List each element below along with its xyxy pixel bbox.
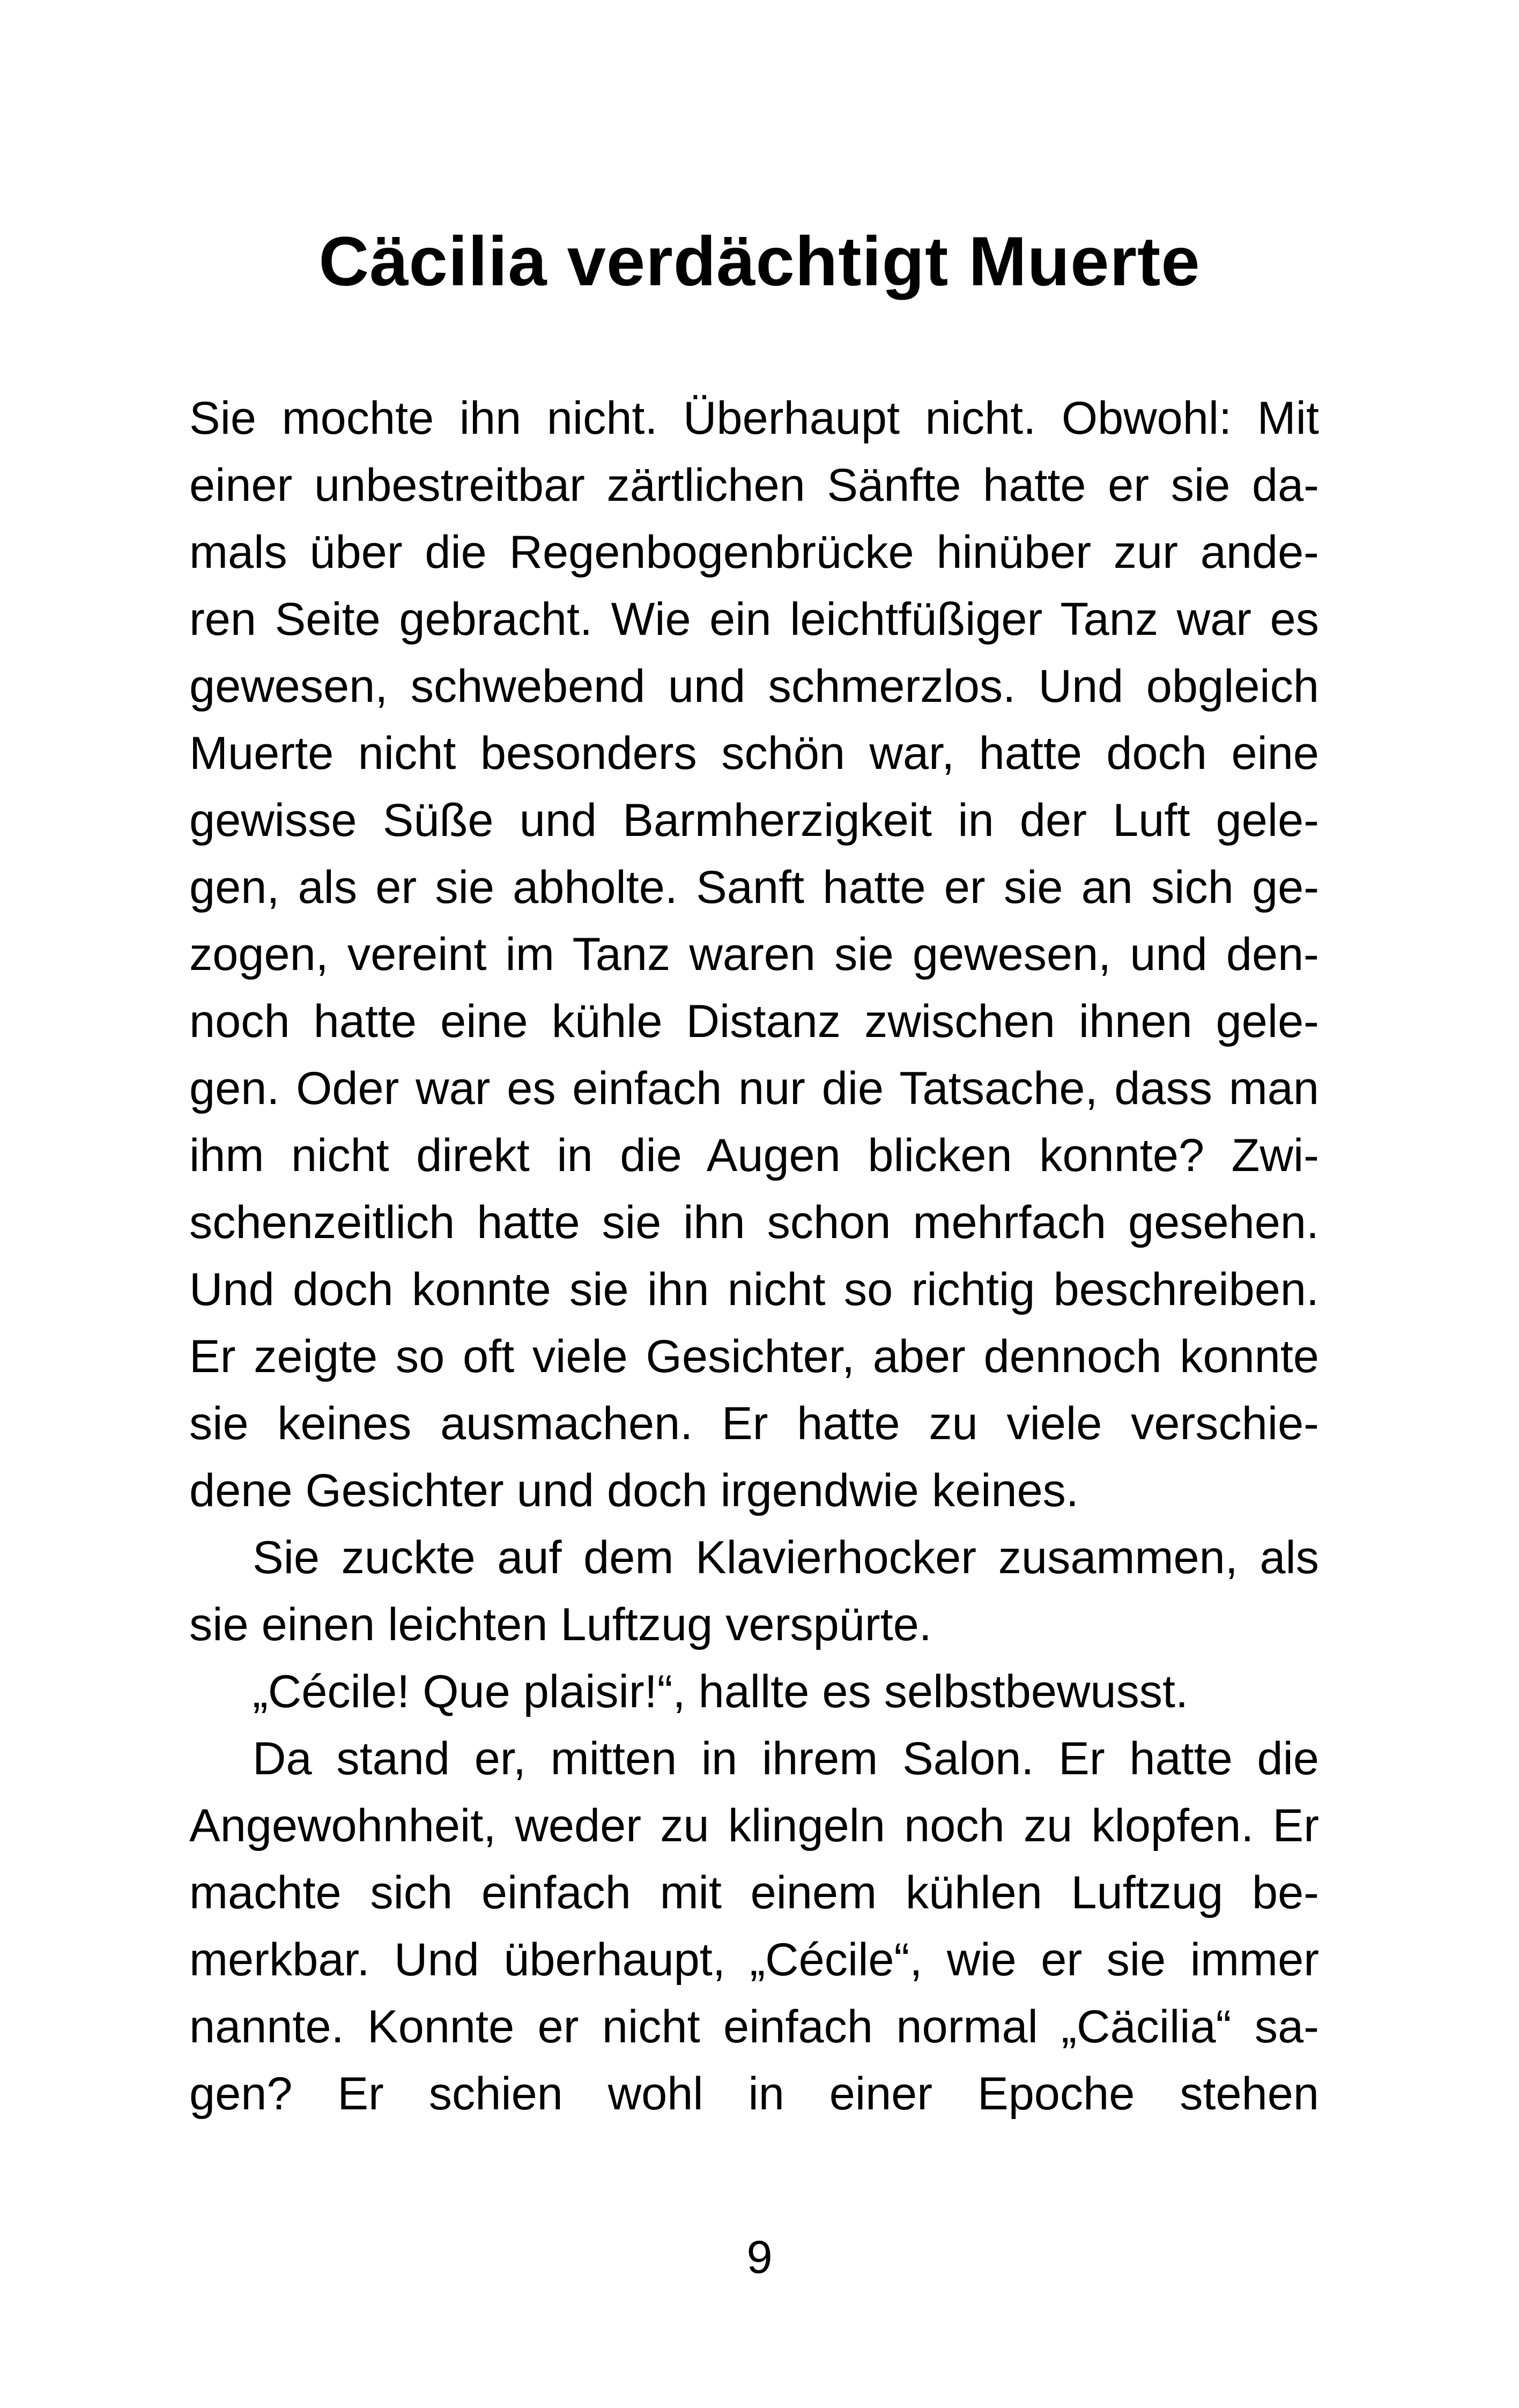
text-line: ihm nicht direkt in die Augen blicken konnte? Zwi- [189,1130,1319,1181]
text-line: gen, als er sie abholte. Sanft hatte er sie an sich ge- [189,862,1319,913]
text-line: dene Gesichter und doch irgendwie keines. [189,1465,1079,1516]
text-line: mals über die Regenbogenbrücke hinüber zur ande- [189,527,1319,578]
text-line: gewisse Süße und Barmherzigkeit in der Luft gele- [189,795,1319,846]
text-line: „Cécile! Que plaisir!“, hallte es selbstbewusst. [253,1666,1189,1717]
text-line: Und doch konnte sie ihn nicht so richtig beschreiben. [189,1264,1319,1315]
text-line: nannte. Konnte er nicht einfach normal „Cäcilia“ sa- [189,2001,1319,2053]
text-line: sie einen leichten Luftzug verspürte. [189,1599,932,1650]
chapter-title: Cäcilia verdächtigt Muerte [318,222,1201,300]
page-number: 9 [746,2232,773,2283]
text-line: machte sich einfach mit einem kühlen Luftzug be- [189,1867,1319,1918]
text-line: Da stand er, mitten in ihrem Salon. Er hatte die [253,1733,1319,1784]
text-line: gewesen, schwebend und schmerzlos. Und obgleich [189,661,1319,712]
text-line: Sie zuckte auf dem Klavierhocker zusammen, als [253,1532,1319,1583]
text-line: gen. Oder war es einfach nur die Tatsache, dass man [189,1063,1319,1114]
text-line: Angewohnheit, weder zu klingeln noch zu klopfen. Er [189,1800,1319,1851]
text-line: Er zeigte so oft viele Gesichter, aber dennoch konnte [189,1331,1319,1382]
text-line: zogen, vereint im Tanz waren sie gewesen, und den- [189,929,1319,980]
text-line: schenzeitlich hatte sie ihn schon mehrfach gesehen. [189,1197,1319,1248]
text-line: einer unbestreitbar zärtlichen Sänfte hatte er sie da- [189,460,1319,511]
text-line: merkbar. Und überhaupt, „Cécile“, wie er sie immer [189,1934,1319,1985]
text-line: sie keines ausmachen. Er hatte zu viele verschie- [189,1398,1319,1449]
text-line: noch hatte eine kühle Distanz zwischen ihnen gele- [189,996,1319,1047]
text-line: gen? Er schien wohl in einer Epoche stehen [189,2068,1319,2120]
text-line: Sie mochte ihn nicht. Überhaupt nicht. Obwohl: Mit [189,392,1319,444]
text-line: ren Seite gebracht. Wie ein leichtfüßiger Tanz war es [189,594,1319,645]
body-text [189,385,1319,2128]
text-line: Muerte nicht besonders schön war, hatte doch eine [189,728,1319,779]
